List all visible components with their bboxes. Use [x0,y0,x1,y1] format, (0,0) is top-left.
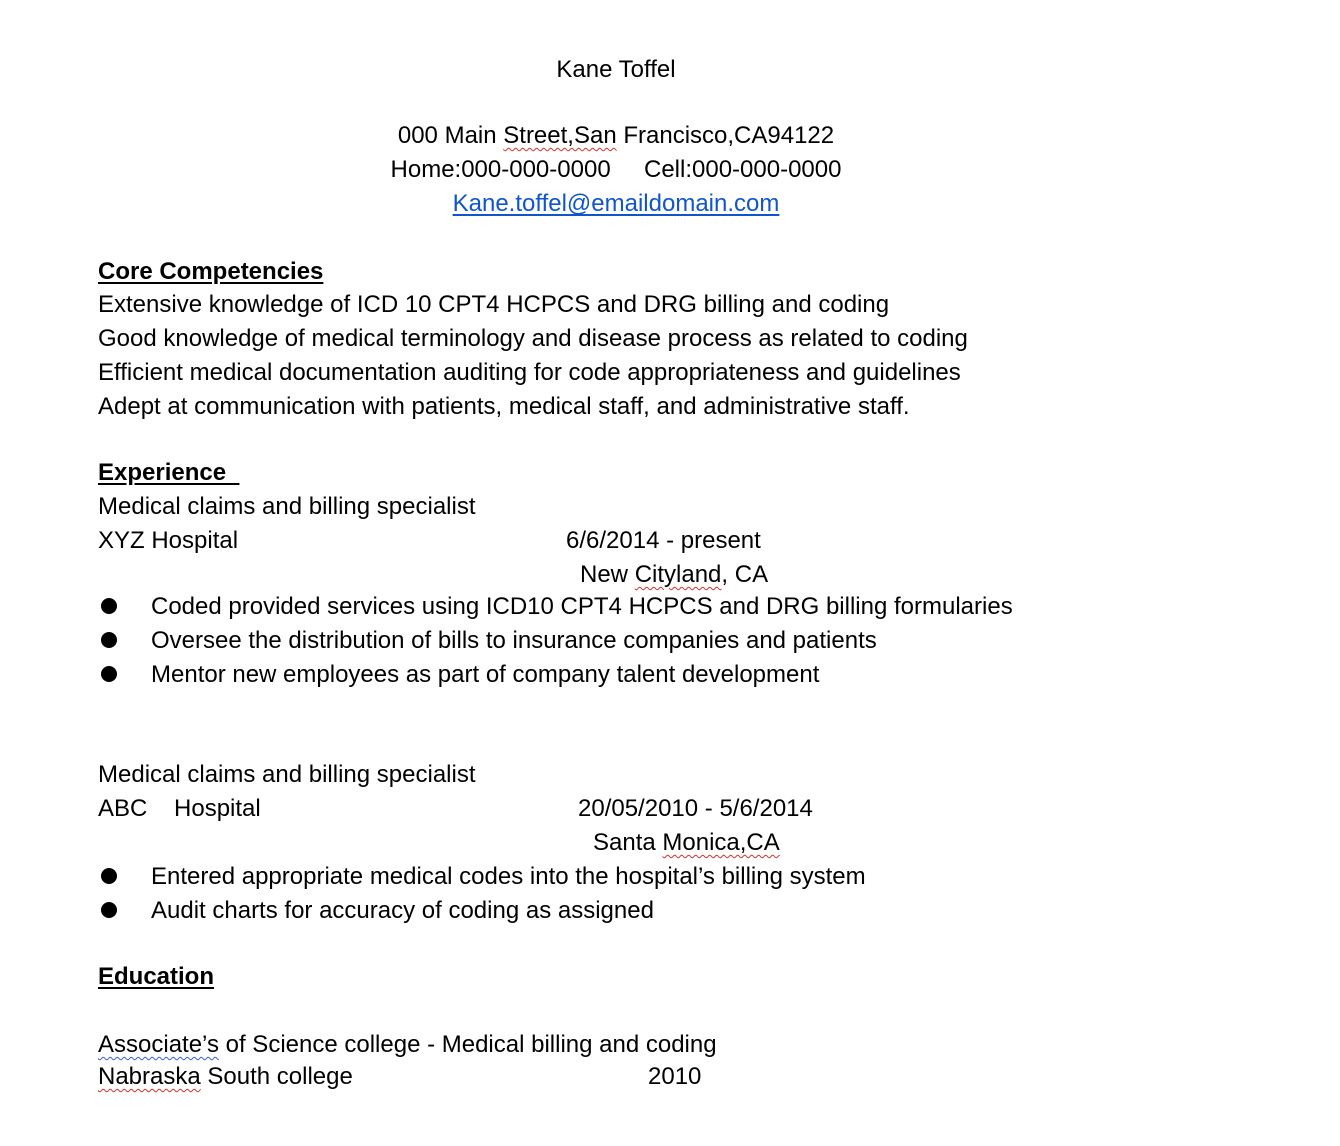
education-year: 2010 [648,1063,702,1090]
competency-item: Extensive knowledge of ICD 10 CPT4 HCPCS and DRG billing and coding [98,291,890,318]
competency-item: Good knowledge of medical terminology and disease process as related to coding [98,325,968,352]
phone-line: Home:000-000-0000 Cell:000-000-0000 [390,156,842,183]
competency-item: Adept at communication with patients, medical staff, and administrative staff. [98,393,910,420]
job-bullet-text: Coded provided services using ICD10 CPT4 HCPCS and DRG billing formularies [151,593,1013,620]
job-location-prefix: Santa [593,829,663,856]
job-bullet-text: Entered appropriate medical codes into the hospital’s billing system [151,863,866,890]
address-number: 000 Main [397,122,504,149]
education-school-rest: South college [200,1063,353,1090]
bullet-icon [101,868,117,884]
bullet-icon [101,902,117,918]
job-location-flagged: Cityland [634,561,722,588]
bullet-icon [101,666,117,682]
job-bullet-text: Oversee the distribution of bills to insurance companies and patients [151,627,877,654]
bullet-icon [101,598,117,614]
email-line [0,187,1232,221]
job-location [593,826,780,860]
email-link[interactable]: Kane.toffel@emaildomain.com [452,190,780,217]
address-street-flagged: Street,San [503,122,617,149]
job-employer: XYZ Hospital [98,527,239,554]
job-title: Medical claims and billing specialist [98,761,476,788]
address-line [0,119,1232,153]
competency-item: Efficient medical documentation auditing for code appropriateness and guidelines [98,359,961,386]
education-degree-rest: of Science college - Medical billing and coding [218,1031,717,1058]
job-location-prefix: New [580,561,635,588]
job-employer: ABC Hospital [98,795,261,822]
bullet-icon [101,632,117,648]
education-school-flagged: Nabraska [98,1063,201,1090]
job-bullet-text: Mentor new employees as part of company talent development [151,661,820,688]
job-bullet-text: Audit charts for accuracy of coding as assigned [151,897,654,924]
education-school [98,1060,353,1094]
education-heading: Education [98,963,215,990]
candidate-name: Kane Toffel [556,56,676,83]
job-title: Medical claims and billing specialist [98,493,476,520]
core-competencies-heading: Core Competencies [98,258,324,285]
job-location-flagged: Monica,CA [662,829,780,856]
experience-heading: Experience [98,459,240,486]
job-location [580,558,768,592]
education-degree-flagged: Associate’s [98,1031,219,1058]
education-degree [98,1028,717,1062]
address-city: Francisco,CA94122 [616,122,835,149]
job-location-suffix: , CA [721,561,769,588]
job-dates: 20/05/2010 - 5/6/2014 [578,795,813,822]
job-dates: 6/6/2014 - present [566,527,761,554]
